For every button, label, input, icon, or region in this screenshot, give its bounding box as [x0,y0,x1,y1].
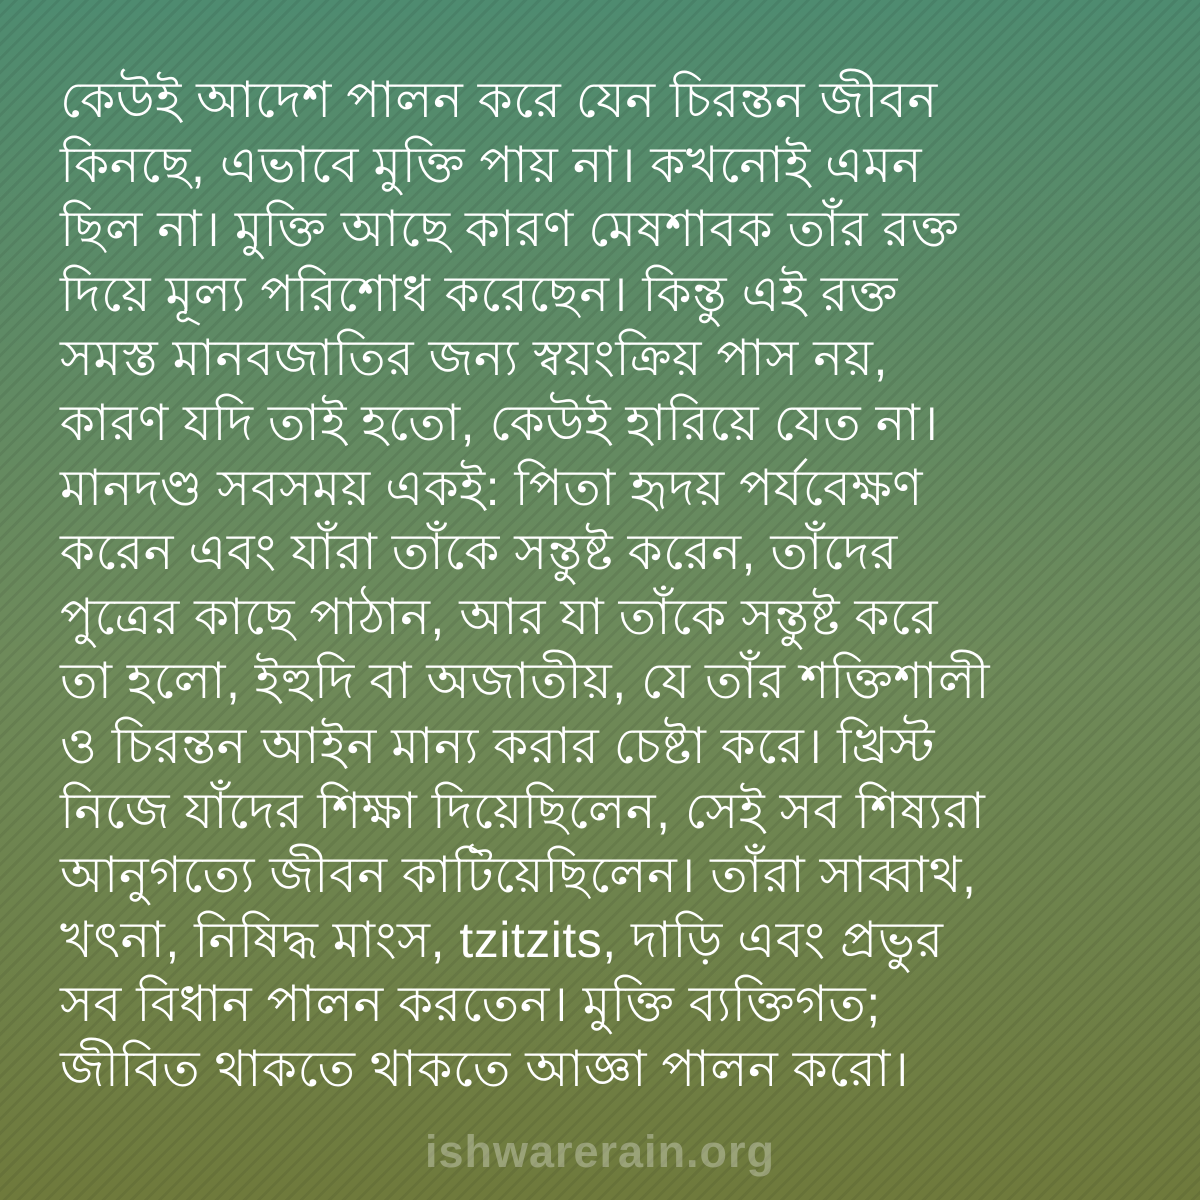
quote-line: কারণ যদি তাই হতো, কেউই হারিয়ে যেত না। [60,394,939,451]
quote-line: ও চিরন্তন আইন মান্য করার চেষ্টা করে। খ্রিস্ট [60,717,935,774]
watermark-text: ishwarerain.org [424,1126,776,1177]
quote-line: সব বিধান পালন করতেন। মুক্তি ব্যক্তিগত; [60,976,881,1033]
quote-line: কেউই আদেশ পালন করে যেন চিরন্তন জীবন [60,72,938,128]
quote-line: নিজে যাঁদের শিক্ষা দিয়েছিলেন, সেই সব শিষ্যরা [60,782,986,839]
quote-line: কিনছে, এভাবে মুক্তি পায় না। কখনোই এমন [60,136,923,193]
quote-line: দিয়ে মূল্য পরিশোধ করেছেন। কিন্তু এই রক্ত [60,265,898,322]
quote-line: খৎনা, নিষিদ্ধ মাংস, tzitzits, দাড়ি এবং প্রভুর [60,911,944,968]
quote-line: ছিল না। মুক্তি আছে কারণ মেষশাবক তাঁর রক্ত [60,201,960,258]
quote-line: মানদণ্ড সবসময় একই: পিতা হৃদয় পর্যবেক্ষণ [60,459,924,516]
quote-line: পুত্রের কাছে পাঠান, আর যা তাঁকে সন্তুষ্ট করে [60,588,939,645]
quote-line: আনুগত্যে জীবন কাটিয়েছিলেন। তাঁরা সাব্বাথ, [60,847,977,904]
quote-line: করেন এবং যাঁরা তাঁকে সন্তুষ্ট করেন, তাঁদের [60,524,898,581]
quote-line: জীবিত থাকতে থাকতে আজ্ঞা পালন করো। [60,1040,910,1097]
quote-line: তা হলো, ইহুদি বা অজাতীয়, যে তাঁর শক্তিশালী [60,653,991,710]
quote-line: সমস্ত মানবজাতির জন্য স্বয়ংক্রিয় পাস নয়, [60,330,888,387]
quote-text-block [60,68,1150,1102]
